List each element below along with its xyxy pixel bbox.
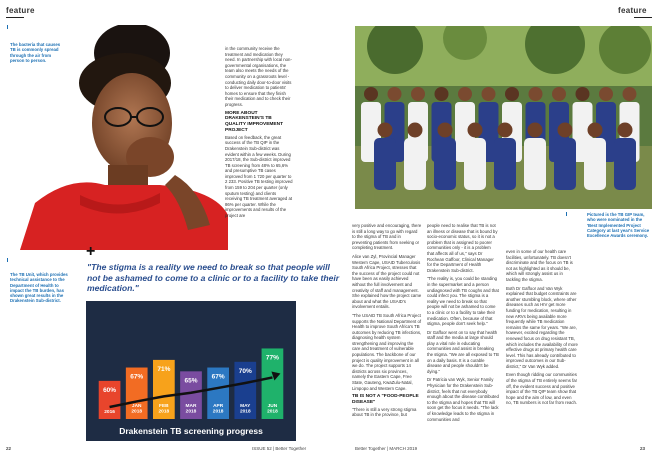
chart-value-label: 67% xyxy=(211,373,225,381)
mid-paragraph-4: "There is still a very strong stigma about TB in the province, but xyxy=(352,406,417,418)
intro-paragraph-2: Based on feedback, the great success of the TB QIP in the Drakenstein Sub-district was evident within a few weeks. During 2017/18, the Sub-district improved TB screening from 48% to 65,6% and presumptive TB cases improved from 1 720 per quarter to 2 233. Positive TB testing improved from 159 to 204 per quarter (only sputum testing) and clients receiving TB treatment averaged at 86% per quarter. While the improvements and results of the project are xyxy=(225,134,293,219)
article-intro-column xyxy=(225,46,293,222)
chart-category-label: MAY 2018 xyxy=(239,404,251,415)
person-body xyxy=(554,138,576,190)
person-head xyxy=(408,123,423,138)
chart-value-label: 60% xyxy=(103,386,117,394)
page-number-right: 23 xyxy=(640,446,646,451)
person-head xyxy=(435,87,449,101)
footer-text-right: Better Together | MARCH 2019 xyxy=(355,446,418,451)
person-body xyxy=(584,138,606,190)
person-body xyxy=(614,138,636,190)
chart-value-label: 67% xyxy=(130,373,144,381)
header-rule-right xyxy=(634,17,652,18)
person-head xyxy=(558,123,573,138)
coughing-woman-photo xyxy=(0,25,228,250)
person-head xyxy=(599,87,613,101)
chart-title: Drakenstein TB screening progress xyxy=(119,426,263,436)
person-head xyxy=(588,123,603,138)
caption-team: Pictured is the TB GIP team, who were nominated in the 'Best Implemented Project Category at last year's Service Excellence Awards ceremony. xyxy=(587,212,650,239)
person-head xyxy=(529,87,543,101)
chart-value-label: 77% xyxy=(265,354,279,362)
person-head xyxy=(528,123,543,138)
person-head xyxy=(388,87,402,101)
person-head xyxy=(378,123,393,138)
person-body xyxy=(464,138,486,190)
person-body xyxy=(374,138,396,190)
person-head xyxy=(505,87,519,101)
pull-quote: "The stigma is a reality we need to break so that people will not be ashamed to come to a clinic or to a facility to take their medication." xyxy=(87,262,340,293)
team-photo xyxy=(355,26,652,209)
mid-paragraph-3: "The USAID TB South Africa Project supports the National Department of Health to improve South Africa's TB outcomes by reducing TB infections, diagnosing health system strengthening and improving the care and treatment of vulnerable populations. The backbone of our project is quality improvement in all we do. The project supports 14 districts across six provinces, namely the Eastern Cape, Free State, Gauteng, KwaZulu-Natal, Limpopo and Western Cape. xyxy=(352,312,422,391)
person-head xyxy=(498,123,513,138)
caption-marker-right xyxy=(566,212,567,216)
person-head xyxy=(411,87,425,101)
chart-value-label: 70% xyxy=(238,367,252,375)
mid-paragraph-2: Alice van Zyl, Provincial Manager Western Cape, USAID Tuberculosis South Africa Project, stresses that the success of the project could not have been as easily achieved without the full involvement and creativity of staff and management. She explained how the project came about and what the USAID's involvement entails. xyxy=(352,253,422,310)
article-column-right-1 xyxy=(427,223,499,425)
right1-paragraph-1: people need to realise that TB is not an illness or disease that is bound by socio-economic status, so it is not a problem that is assigned to poorer communities only - it is a problem that affects all of us," says Dr Rochean Gaffoor, Clinical Manager for the Department of Health Drakenstein Sub-district. xyxy=(427,223,498,273)
section-label-right: feature xyxy=(618,6,647,15)
caption-tb-unit: The TB Unit, which provides technical assistance to the Department of Health to impact the TB burden, has shown great results in the Drakenstein Sub-district. xyxy=(10,272,68,304)
right2-paragraph-3: Even though ridding our communities of the stigma of TB entirely seems far off, the evident success and positive impact of the TB QIP team show that hope and the aim of low, and even no, TB numbers is not far from reach. xyxy=(506,372,578,406)
header-rule-left xyxy=(6,17,24,18)
person-head xyxy=(576,87,590,101)
intro-paragraph: in the community receive the treatment and medication they need. In partnership with local non-governmental organisations, the team also meets the needs of the community on a grassroots level - conducting daily door-to-door visits to deliver medication to patients' homes to ensure that they finish their medication and to check their progress. xyxy=(225,46,292,107)
article-column-mid xyxy=(352,223,422,421)
person-head xyxy=(482,87,496,101)
chart-category-label: 2016 xyxy=(104,410,115,415)
person-head xyxy=(468,123,483,138)
mid-paragraph-1: very positive and encouraging, there is still a long way to go with regard to the stigma of TB and in preventing patients from seeking or completing treatment. xyxy=(352,223,422,251)
section-label-left: feature xyxy=(6,6,35,15)
person-head xyxy=(458,87,472,101)
chart-value-label: 71% xyxy=(157,365,171,373)
chart-category-label: MAR 2018 xyxy=(185,404,197,415)
mid-heading: TB IS NOT A "FOOD-PEOPLE DISEASE" xyxy=(352,394,419,406)
right2-paragraph-1: even in some of our health care facilities, unfortunately. TB doesn't discriminate and the focus on TB is not as highlighted as it should be, which will strongly assist us in tackling the stigma. xyxy=(506,249,573,282)
chart-value-label: 65% xyxy=(184,377,198,385)
page-number-left: 22 xyxy=(6,446,12,451)
right1-paragraph-3: Dr Gaffoor went on to say that health staff and the media at large should play a vital role in educating communities and assist in breaking the stigma. "We are all exposed to TB on a daily basis. It is a curable disease and people shouldn't be dying." xyxy=(427,329,499,374)
person-head xyxy=(618,123,633,138)
plus-mark: + xyxy=(86,243,96,260)
person-head xyxy=(364,87,378,101)
chart-category-label: JUN 2018 xyxy=(267,404,278,415)
right1-paragraph-2: "The reality is, you could be standing in the supermarket and a person undiagnosed with TB coughs and that could infect you. The stigma is a reality we need to break so that people will not be ashamed to come to a clinic or to a facility to take their medication. Often, because of that stigma, people don't seek help." xyxy=(427,276,499,327)
person-body xyxy=(404,138,426,190)
right2-paragraph-2: Both Dr Gaffoor and Van Wyk explained that budget constraints are another stumbling block, where other diseases such as HIV get more funding for medication, resulting in new ARVs being available more frequently while TB medication remains the same for years. "We are, however, excited regarding the renewed focus on drug resistant TB, which includes the availability of more effective drugs at primary health care level. This has already contributed to improved outcomes in our Sub-district," Dr Van Wyk added. xyxy=(506,285,578,369)
article-column-right-2 xyxy=(506,249,578,409)
person-body xyxy=(434,138,456,190)
tb-screening-chart xyxy=(86,301,296,441)
person-head xyxy=(438,123,453,138)
person-body xyxy=(494,138,516,190)
chart-category-label: APR 2018 xyxy=(212,404,224,415)
right1-paragraph-4: Dr Patricia van Wyk, Senior Family Physician for the Drakenstein Sub-district, feels that not everybody enough about the disease contributed to the stigma and hopes that TB will soon get the focus it needs. "The lack of knowledge leads to the stigma in communities and xyxy=(427,377,499,422)
person-head xyxy=(552,87,566,101)
person-body xyxy=(524,138,546,190)
intro-heading: MORE ABOUT DRAKENSTEIN'S TB QUALITY IMPROVEMENT PROJECT xyxy=(225,110,284,133)
chart-category-label: FEB 2018 xyxy=(158,404,170,415)
chart-category-label: JAN 2018 xyxy=(131,404,143,415)
footer-text-left: ISSUE 52 | Better Together xyxy=(252,446,307,451)
person-head xyxy=(623,87,637,101)
caption-bacteria: The bacteria that causes TB is commonly spread through the air from person to person. xyxy=(10,42,61,63)
caption-marker-left xyxy=(7,258,8,262)
